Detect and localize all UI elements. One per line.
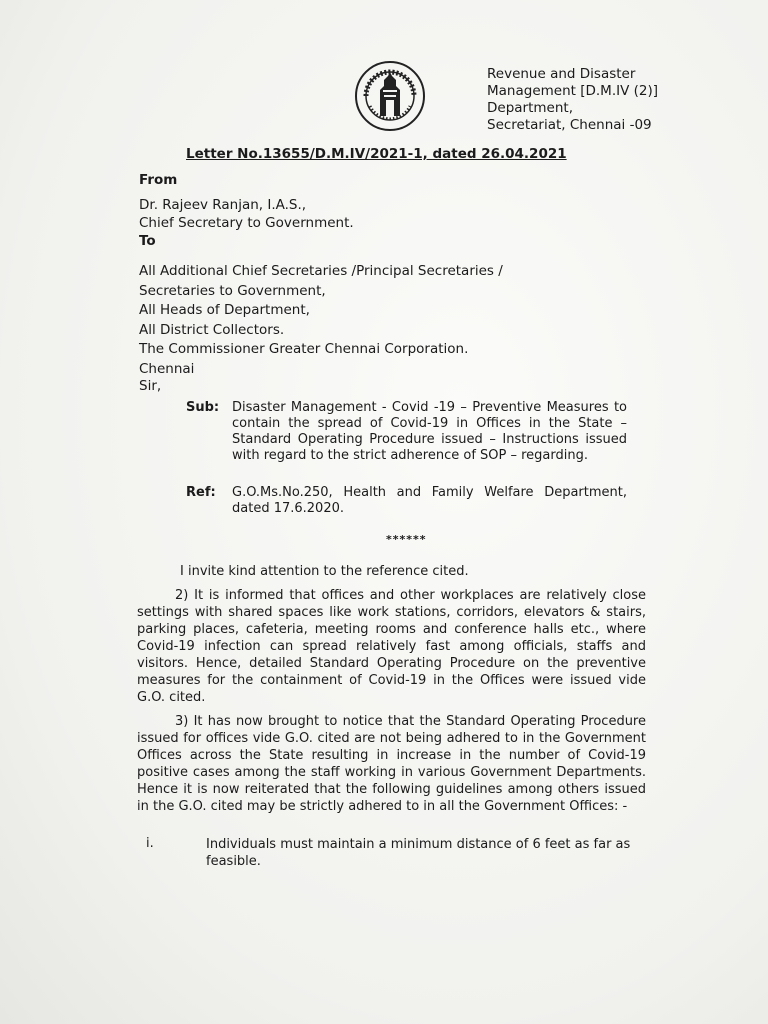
from-line: Chief Secretary to Government. bbox=[139, 215, 354, 231]
paragraph-3-text: 3) It has now brought to notice that the Standard Operating Procedure issued for offices vide G.O. cited are not being adhered to in the Government Offices across the State resulting in increase in the number of Covid-19 positive cases among the staff working in various Government Departments. Hence it is now reiterated that the following guidelines among others issued in the G.O. cited may be strictly adhered to in all the Government Offices: - bbox=[137, 714, 646, 814]
to-line: Chennai bbox=[139, 360, 195, 377]
to-line: All Additional Chief Secretaries /Principal Secretaries / bbox=[139, 263, 503, 279]
subject-block bbox=[186, 400, 630, 484]
to-label: To bbox=[139, 233, 156, 249]
department-line: Secretariat, Chennai -09 bbox=[487, 117, 652, 133]
separator: ****** bbox=[386, 533, 427, 546]
to-line: All Heads of Department, bbox=[139, 302, 310, 318]
guideline-text: Individuals must maintain a minimum distance of 6 feet as far as feasible. bbox=[206, 837, 631, 869]
subject-text: Disaster Management - Covid -19 – Preventive Measures to contain the spread of Covid-19 in Offices in the State – Standard Operating Procedure issued – Instructions issued with regard to the strict adherence of SOP – regarding. bbox=[232, 400, 627, 463]
department-line: Revenue and Disaster bbox=[487, 66, 636, 82]
from-label: From bbox=[139, 172, 178, 188]
reference-text: G.O.Ms.No.250, Health and Family Welfare Department, dated 17.6.2020. bbox=[232, 485, 627, 516]
tamil-nadu-emblem-icon bbox=[354, 60, 426, 132]
paragraph-2-text: 2) It is informed that offices and other workplaces are relatively close settings with shared spaces like work stations, corridors, elevators & stairs, parking places, cafeteria, meeting rooms and conference halls etc., where Covid-19 infection can spread relatively fast among officials, staffs and visitors. Hence, detailed Standard Operating Procedure on the preventive measures for the containment of Covid-19 in the Offices were issued vide G.O. cited. bbox=[137, 588, 646, 705]
guideline-number: i. bbox=[146, 836, 154, 851]
paragraph-1: I invite kind attention to the reference cited. bbox=[180, 564, 469, 579]
to-line: Secretaries to Government, bbox=[139, 282, 326, 299]
from-block bbox=[139, 196, 354, 232]
reference-label: Ref: bbox=[186, 485, 216, 500]
to-line: All District Collectors. bbox=[139, 321, 285, 338]
to-block bbox=[139, 262, 503, 379]
reference-block bbox=[186, 485, 630, 521]
department-line: Management [D.M.IV (2)] bbox=[487, 83, 659, 99]
paragraph-3 bbox=[137, 713, 646, 815]
paragraph-2 bbox=[137, 587, 646, 706]
department-line: Department, bbox=[487, 100, 573, 116]
letter-number: Letter No.13655/D.M.IV/2021-1, dated 26.04.2021 bbox=[186, 146, 567, 162]
from-line: Dr. Rajeev Ranjan, I.A.S., bbox=[139, 197, 307, 213]
subject-label: Sub: bbox=[186, 400, 220, 415]
department-address bbox=[487, 66, 658, 134]
to-line: The Commissioner Greater Chennai Corporation. bbox=[139, 341, 469, 357]
salutation: Sir, bbox=[139, 378, 162, 394]
